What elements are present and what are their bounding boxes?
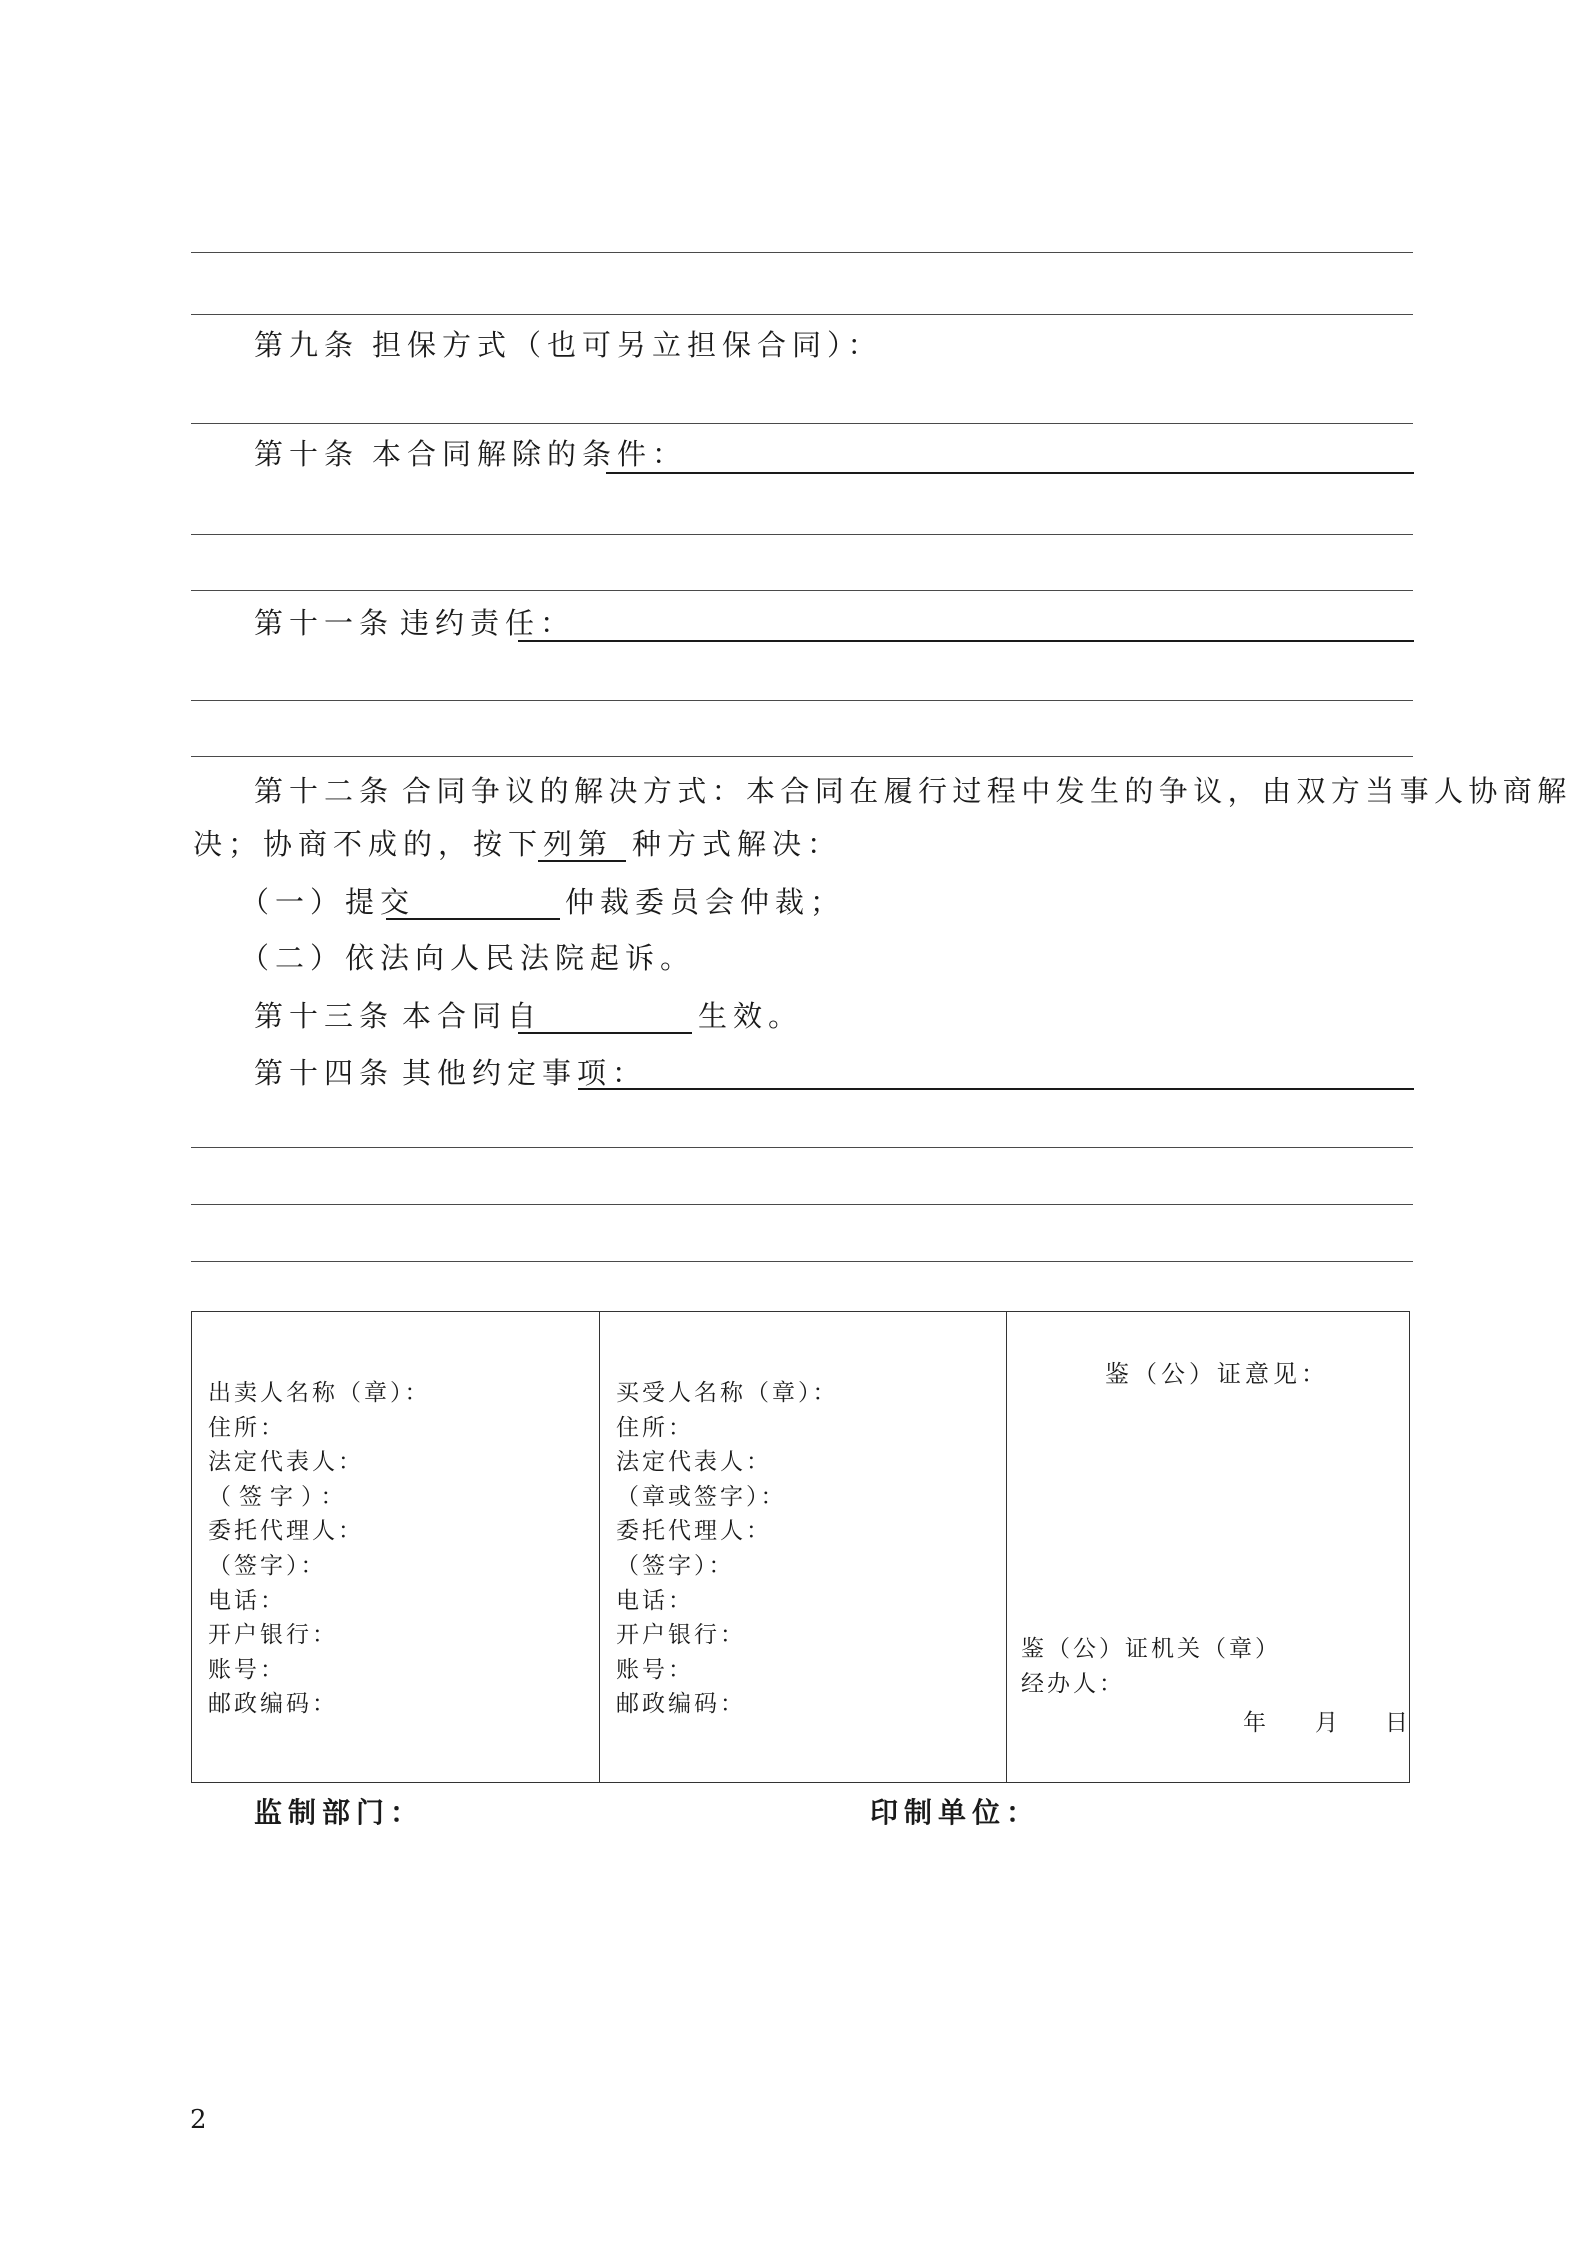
notary-date-year: 年: [1243, 1710, 1270, 1736]
article-14-label: 第十四条: [254, 1056, 395, 1090]
article-11-label: 第十一条: [254, 606, 395, 640]
blank-line: [191, 700, 1413, 701]
article-12-line2-b: 种方式解决：: [632, 827, 843, 861]
blank-line: [191, 314, 1413, 315]
article-12-line2-a: 决；协商不成的，按下列第: [193, 827, 614, 861]
buyer-agent-field: 委托代理人：: [616, 1518, 772, 1545]
blank-line: [191, 1147, 1413, 1148]
buyer-phone-field: 电话：: [616, 1587, 694, 1614]
seller-agent-field: 委托代理人：: [208, 1518, 364, 1545]
seller-bank-field: 开户银行：: [208, 1622, 338, 1649]
arbitration-committee-blank[interactable]: [386, 918, 560, 920]
seller-phone-field: 电话：: [208, 1587, 286, 1614]
article-12-option-1-a: （一）提交: [240, 885, 416, 919]
supervisor-label: 监制部门：: [254, 1796, 425, 1829]
article-12-option-1-b: 仲裁委员会仲裁；: [565, 885, 846, 919]
seller-legal-rep-field: 法定代表人：: [208, 1449, 364, 1476]
article-13-label: 第十三条: [254, 999, 395, 1033]
article-12-label: 第十二条: [254, 774, 395, 808]
seller-agent-sign-field: （签字）：: [208, 1552, 327, 1579]
blank-line: [191, 534, 1413, 535]
article-12-text: 合同争议的解决方式：本合同在履行过程中发生的争议，由双方当事人协商解: [402, 774, 1572, 808]
blank-line: [191, 1204, 1413, 1205]
blank-line: [191, 252, 1413, 253]
blank-line: [191, 590, 1413, 591]
blank-line: [191, 423, 1413, 424]
seller-address-field: 住所：: [208, 1414, 286, 1441]
buyer-name-field: 买受人名称（章）：: [616, 1380, 839, 1406]
buyer-account-field: 账号：: [616, 1656, 694, 1683]
article-10-label: 第十条: [254, 437, 360, 471]
notary-date-day: 日: [1385, 1710, 1412, 1736]
seller-postcode-field: 邮政编码：: [208, 1691, 338, 1718]
buyer-column: [599, 1312, 1006, 1782]
article-13-text-b: 生效。: [698, 999, 804, 1033]
printer-label: 印制单位：: [870, 1796, 1041, 1829]
seller-column: [192, 1312, 599, 1782]
article-10-fill-line[interactable]: [606, 472, 1414, 474]
notary-opinion-label: 鉴（公）证意见：: [1105, 1360, 1329, 1388]
blank-line: [191, 756, 1413, 757]
article-9-text: 担保方式（也可另立担保合同）：: [372, 328, 883, 362]
signature-table: [191, 1311, 1410, 1783]
buyer-agent-sign-field: （签字）：: [616, 1552, 735, 1579]
article-14-fill-line[interactable]: [578, 1088, 1414, 1090]
article-10-text: 本合同解除的条件：: [372, 437, 688, 471]
seller-account-field: 账号：: [208, 1656, 286, 1683]
blank-line: [191, 1261, 1413, 1262]
article-11-fill-line[interactable]: [518, 640, 1414, 642]
article-14-text: 其他约定事项：: [402, 1056, 648, 1090]
seller-legal-rep-sign-field: （签字）：: [208, 1483, 352, 1510]
buyer-address-field: 住所：: [616, 1414, 694, 1441]
seller-name-field: 出卖人名称（章）：: [208, 1380, 431, 1406]
article-11-text: 违约责任：: [400, 606, 576, 640]
notary-date-month: 月: [1315, 1710, 1342, 1736]
article-12-option-2: （二）依法向人民法院起诉。: [240, 941, 696, 975]
buyer-postcode-field: 邮政编码：: [616, 1691, 746, 1718]
buyer-bank-field: 开户银行：: [616, 1622, 746, 1649]
buyer-legal-rep-sign-field: （章或签字）：: [616, 1483, 787, 1510]
article-13-text-a: 本合同自: [402, 999, 543, 1033]
notary-handler-label: 经办人：: [1021, 1671, 1125, 1697]
notary-column: [1006, 1312, 1412, 1782]
article-9-label: 第九条: [254, 328, 360, 362]
buyer-legal-rep-field: 法定代表人：: [616, 1449, 772, 1476]
article-12-method-blank[interactable]: [538, 860, 626, 862]
notary-authority-label: 鉴（公）证机关（章）: [1021, 1636, 1281, 1662]
page-number: 2: [190, 2105, 207, 2135]
effective-date-blank[interactable]: [518, 1032, 692, 1034]
